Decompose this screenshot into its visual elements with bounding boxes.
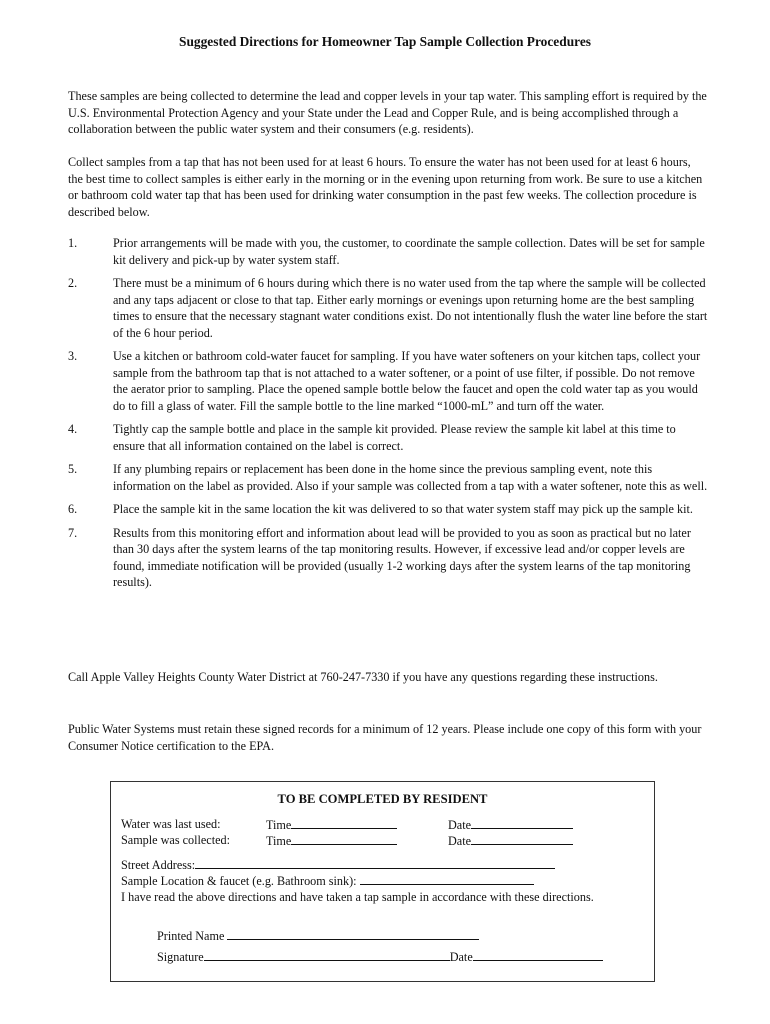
intro-paragraph: These samples are being collected to determine the lead and copper levels in your tap water. This sampling effort is required by the U.S. Environmental Protection Agency and your State under the Lead and Copper Rule, and is being accomplished through a collaboration between the public water system and their consumers (e.g. residents). (68, 89, 707, 136)
step-number: 6. (68, 502, 78, 516)
step-text: Place the sample kit in the same location the kit was delivered to so that water system staff may pick up the sample kit. (113, 502, 693, 516)
form-title: TO BE COMPLETED BY RESIDENT (277, 792, 488, 806)
collection-paragraph: Collect samples from a tap that has not been used for at least 6 hours. To ensure the water has not been used for at least 6 hours, the best time to collect samples is either early in the morning or in the evening upon returning from work. Be sure to use a kitchen or bathroom cold water tap that has been used for drinking water consumption in the past few weeks. The collection procedure is described below. (68, 155, 703, 219)
signature-date-label: Date (449, 950, 473, 964)
list-item (68, 525, 708, 591)
location-row (121, 872, 534, 890)
collected-time-field[interactable] (291, 832, 397, 845)
page-title: Suggested Directions for Homeowner Tap Sample Collection Procedures (179, 34, 591, 49)
collected-row (121, 832, 472, 849)
list-item (68, 501, 708, 518)
contact-paragraph: Call Apple Valley Heights County Water District at 760-247-7330 if you have any questions regarding these instructions. (68, 670, 658, 684)
address-label: Street Address: (121, 858, 196, 872)
step-number: 5. (68, 462, 78, 476)
last-used-time-field[interactable] (291, 816, 397, 829)
step-number: 3. (68, 349, 78, 363)
signature-date-field[interactable] (473, 948, 603, 961)
resident-form-box (110, 781, 655, 982)
step-text: Tightly cap the sample bottle and place in the sample kit provided. Please review the sample kit label at this time to ensure that all information contained on the label is correct. (113, 422, 676, 453)
date-label: Date (448, 834, 472, 848)
list-item (68, 275, 708, 341)
sample-location-field[interactable] (360, 872, 534, 885)
date-label: Date (448, 818, 472, 832)
time-label: Time (266, 834, 292, 848)
printed-name-field[interactable] (227, 927, 479, 940)
signature-field[interactable] (204, 948, 450, 961)
step-number: 7. (68, 525, 78, 540)
collected-label: Sample was collected: (121, 833, 230, 847)
step-number: 4. (68, 422, 78, 436)
step-text: If any plumbing repairs or replacement has been done in the home since the previous sampling event, note this information on the label as provided. Also if your sample was collected from a tap with a water softener, note this as well. (113, 462, 708, 493)
step-text: Use a kitchen or bathroom cold-water faucet for sampling. If you have water softeners on your kitchen taps, collect your sample from the bathroom tap that is not attached to a water softener, or a point of use filter, if possible. Do not remove the aerator prior to sampling. Place the opened sample bottle below the faucet and open the cold water tap as you would do to fill a glass of water. Fill the sample bottle to the line marked “1000-mL” and turn off the water. (113, 349, 701, 413)
street-address-field[interactable] (195, 856, 555, 869)
last-used-date-field[interactable] (471, 816, 573, 829)
procedure-list (68, 235, 708, 598)
last-used-label: Water was last used: (121, 817, 221, 831)
list-item (68, 235, 708, 268)
step-text: Prior arrangements will be made with you, the customer, to coordinate the sample collection. Dates will be set for sample kit delivery and pick-up by water system staff. (113, 236, 705, 267)
step-text: Results from this monitoring effort and information about lead will be provided to you as soon as practical but no later than 30 days after the system learns of the tap monitoring results. However, if excessive lead and/or copper levels are found, immediate notification will be provided (usually 1-2 working days after the system learns of the tap monitoring results). (113, 525, 691, 589)
list-item (68, 461, 708, 494)
collected-date-field[interactable] (471, 832, 573, 845)
printed-name-row (157, 927, 479, 945)
list-item (68, 421, 708, 454)
printed-name-label: Printed Name (157, 929, 225, 943)
step-number: 2. (68, 276, 78, 290)
list-item (68, 348, 708, 414)
signature-label: Signature (157, 950, 204, 964)
records-paragraph: Public Water Systems must retain these signed records for a minimum of 12 years. Please include one copy of this form with your Consumer Notice certification to the EPA. (68, 722, 702, 753)
time-label: Time (266, 818, 292, 832)
acknowledgement-text: I have read the above directions and have taken a tap sample in accordance with these directions. (121, 890, 594, 904)
step-number: 1. (68, 236, 78, 250)
step-text: There must be a minimum of 6 hours during which there is no water used from the tap where the sample will be collected and any taps adjacent or close to that tap. Either early mornings or evenings upon returning home are the best sampling times to ensure that the necessary stagnant water conditions exist. Do not intentionally flush the water line before the start of the 6 hour period. (113, 276, 708, 340)
last-used-row (121, 816, 472, 833)
address-row (121, 856, 555, 874)
signature-row (157, 948, 603, 966)
location-label: Sample Location & faucet (e.g. Bathroom sink): (121, 874, 357, 888)
